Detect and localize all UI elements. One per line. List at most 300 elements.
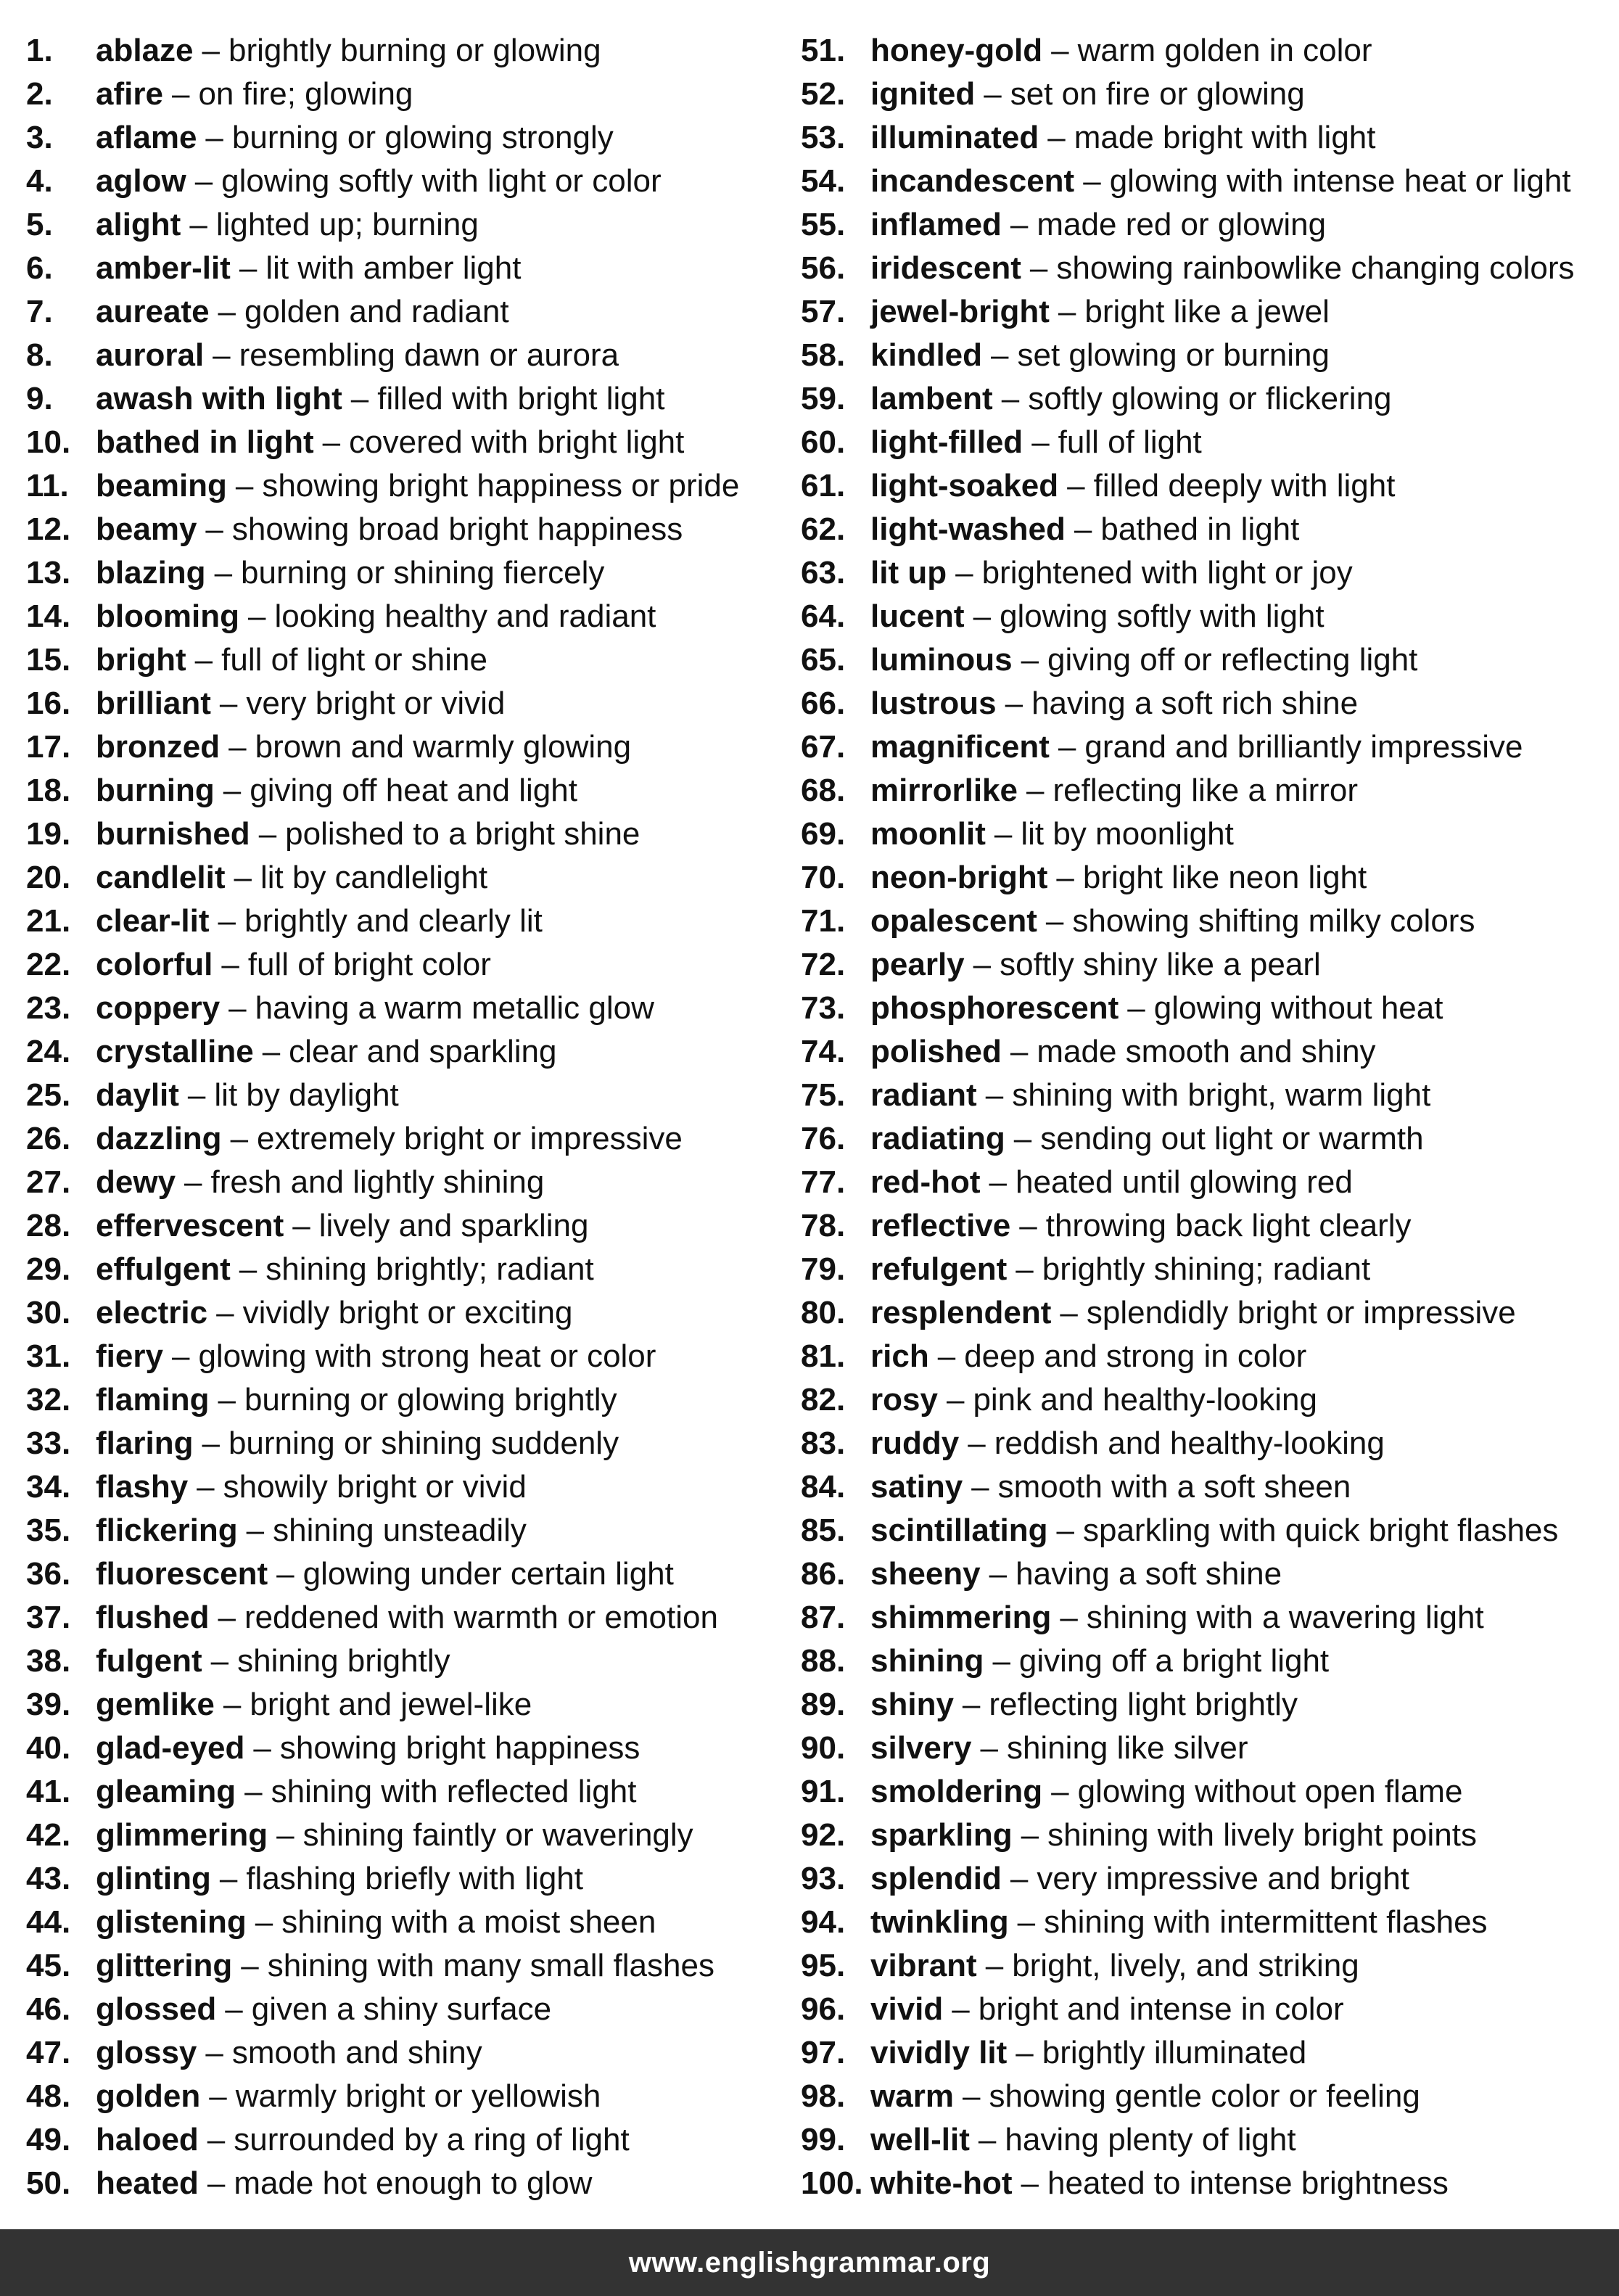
entry-term: resplendent <box>870 1295 1052 1330</box>
entry-definition: full of light or shine <box>221 642 487 678</box>
entry-separator: – <box>985 1948 1004 1983</box>
entry-definition: full of bright color <box>247 947 491 982</box>
entry-term: white-hot <box>870 2165 1013 2201</box>
entry-separator: – <box>1001 381 1020 416</box>
entry-number: 44. <box>26 1904 71 1940</box>
entry-number: 28. <box>26 1208 71 1243</box>
entry-number: 69. <box>801 816 846 852</box>
entry-definition: shining with lively bright points <box>1047 1817 1477 1853</box>
word-entry <box>26 2031 795 2075</box>
entry-number: 41. <box>26 1774 71 1809</box>
word-entry <box>26 551 795 595</box>
entry-separator: – <box>946 1382 965 1417</box>
entry-definition: shining with bright, warm light <box>1012 1077 1431 1113</box>
entry-term: electric <box>96 1295 208 1330</box>
entry-term: splendid <box>870 1861 1002 1896</box>
entry-separator: – <box>218 1382 236 1417</box>
word-entry <box>801 1683 1606 1727</box>
entry-number: 71. <box>801 903 846 939</box>
word-entry <box>801 900 1606 943</box>
entry-number: 22. <box>26 947 71 982</box>
entry-term: magnificent <box>870 729 1050 765</box>
entry-number: 10. <box>26 424 71 460</box>
entry-separator: – <box>246 1513 265 1548</box>
word-entry <box>801 1552 1606 1596</box>
entry-separator: – <box>1026 773 1045 808</box>
entry-separator: – <box>968 1425 986 1461</box>
word-entry <box>801 2031 1606 2075</box>
entry-separator: – <box>207 2122 226 2157</box>
entry-definition: very impressive and bright <box>1037 1861 1409 1896</box>
entry-number: 16. <box>26 686 71 721</box>
entry-separator: – <box>218 294 236 329</box>
entry-definition: lighted up; burning <box>215 207 479 242</box>
entry-definition: splendidly bright or impressive <box>1086 1295 1516 1330</box>
entry-term: ignited <box>870 76 976 112</box>
entry-term: flaring <box>96 1425 194 1461</box>
entry-separator: – <box>1058 729 1076 765</box>
entry-definition: brightly burning or glowing <box>228 33 601 68</box>
entry-term: clear-lit <box>96 903 210 939</box>
entry-separator: – <box>1083 163 1101 199</box>
entry-separator: – <box>202 1425 220 1461</box>
entry-separator: – <box>937 1338 956 1374</box>
entry-separator: – <box>205 2035 223 2070</box>
entry-separator: – <box>1060 1295 1078 1330</box>
entry-term: crystalline <box>96 1034 254 1069</box>
entry-definition: giving off a bright light <box>1018 1643 1330 1679</box>
word-entry <box>801 334 1606 377</box>
word-entry <box>26 1291 795 1335</box>
entry-separator: – <box>235 468 254 503</box>
entry-term: brilliant <box>96 686 211 721</box>
entry-term: auroral <box>96 337 205 373</box>
entry-definition: glowing softly with light or color <box>221 163 662 199</box>
entry-separator: – <box>1060 1600 1078 1635</box>
entry-separator: – <box>973 598 992 634</box>
word-list-column-left <box>26 29 795 2205</box>
entry-definition: glowing under certain light <box>302 1556 674 1592</box>
word-entry <box>801 29 1606 73</box>
entry-separator: – <box>1021 1817 1039 1853</box>
word-entry <box>26 2118 795 2162</box>
entry-number: 88. <box>801 1643 846 1679</box>
entry-term: ruddy <box>870 1425 960 1461</box>
word-entry <box>801 160 1606 203</box>
entry-number: 80. <box>801 1295 846 1330</box>
entry-term: rosy <box>870 1382 938 1417</box>
entry-definition: made hot enough to glow <box>234 2165 593 2201</box>
entry-definition: deep and strong in color <box>964 1338 1307 1374</box>
entry-separator: – <box>1047 120 1066 155</box>
entry-number: 11. <box>26 468 69 503</box>
word-entry <box>801 638 1606 682</box>
entry-definition: looking healthy and radiant <box>274 598 656 634</box>
entry-term: bathed in light <box>96 424 314 460</box>
word-entry <box>26 1683 795 1727</box>
entry-definition: brightened with light or joy <box>981 555 1353 591</box>
entry-definition: burning or glowing strongly <box>231 120 614 155</box>
word-entry <box>26 1727 795 1770</box>
entry-number: 96. <box>801 1991 846 2027</box>
entry-term: glinting <box>96 1861 211 1896</box>
word-entry <box>801 2162 1606 2205</box>
entry-definition: full of light <box>1058 424 1202 460</box>
entry-number: 76. <box>801 1121 846 1156</box>
entry-term: gemlike <box>96 1687 215 1722</box>
entry-number: 100. <box>801 2165 863 2201</box>
word-entry <box>801 1074 1606 1117</box>
word-entry <box>801 1639 1606 1683</box>
entry-term: warm <box>870 2078 954 2114</box>
word-entry <box>801 856 1606 900</box>
entry-term: silvery <box>870 1730 972 1766</box>
entry-term: gleaming <box>96 1774 236 1809</box>
footer-url[interactable]: www.englishgrammar.org <box>628 2246 991 2279</box>
entry-separator: – <box>984 76 1002 112</box>
entry-separator: – <box>239 250 258 286</box>
entry-separator: – <box>1021 642 1039 678</box>
entry-definition: filled deeply with light <box>1093 468 1396 503</box>
entry-number: 17. <box>26 729 71 765</box>
word-entry <box>26 1944 795 1988</box>
entry-number: 31. <box>26 1338 71 1374</box>
entry-term: amber-lit <box>96 250 231 286</box>
entry-definition: brightly shining; radiant <box>1042 1251 1371 1287</box>
entry-term: blooming <box>96 598 239 634</box>
entry-number: 74. <box>801 1034 846 1069</box>
entry-number: 93. <box>801 1861 846 1896</box>
entry-term: light-washed <box>870 511 1066 547</box>
word-entry <box>801 1596 1606 1639</box>
word-entry <box>26 116 795 160</box>
entry-term: burnished <box>96 816 250 852</box>
word-entry <box>801 290 1606 334</box>
word-entry <box>801 1422 1606 1465</box>
entry-definition: shining unsteadily <box>273 1513 527 1548</box>
word-entry <box>26 1596 795 1639</box>
entry-separator: – <box>1051 1774 1069 1809</box>
entry-number: 51. <box>801 33 846 68</box>
entry-term: coppery <box>96 990 221 1026</box>
word-entry <box>801 1727 1606 1770</box>
entry-separator: – <box>187 1077 206 1113</box>
word-entry <box>801 73 1606 116</box>
word-entry <box>801 116 1606 160</box>
entry-number: 7. <box>26 294 53 329</box>
entry-number: 15. <box>26 642 71 678</box>
word-entry <box>801 421 1606 464</box>
entry-number: 46. <box>26 1991 71 2027</box>
word-entry <box>801 2118 1606 2162</box>
entry-term: glistening <box>96 1904 247 1940</box>
entry-number: 59. <box>801 381 846 416</box>
entry-definition: shining with a wavering light <box>1086 1600 1484 1635</box>
word-entry <box>801 1901 1606 1944</box>
entry-definition: showily bright or vivid <box>223 1469 527 1505</box>
entry-number: 55. <box>801 207 846 242</box>
entry-definition: grand and brilliantly impressive <box>1084 729 1523 765</box>
entry-number: 25. <box>26 1077 71 1113</box>
entry-term: heated <box>96 2165 199 2201</box>
entry-definition: showing gentle color or feeling <box>989 2078 1420 2114</box>
entry-definition: showing bright happiness <box>279 1730 640 1766</box>
entry-definition: reflecting light brightly <box>989 1687 1298 1722</box>
entry-separator: – <box>989 1556 1008 1592</box>
entry-number: 23. <box>26 990 71 1026</box>
entry-number: 81. <box>801 1338 846 1374</box>
entry-separator: – <box>1045 903 1064 939</box>
word-entry <box>801 1509 1606 1552</box>
entry-number: 78. <box>801 1208 846 1243</box>
entry-number: 64. <box>801 598 846 634</box>
entry-number: 84. <box>801 1469 846 1505</box>
entry-definition: lit with amber light <box>265 250 522 286</box>
entry-number: 50. <box>26 2165 71 2201</box>
entry-definition: glowing with strong heat or color <box>198 1338 656 1374</box>
entry-definition: smooth with a soft sheen <box>997 1469 1351 1505</box>
entry-definition: brightly illuminated <box>1042 2035 1307 2070</box>
entry-separator: – <box>1013 1121 1032 1156</box>
entry-number: 66. <box>801 686 846 721</box>
entry-term: inflamed <box>870 207 1002 242</box>
entry-term: lustrous <box>870 686 997 721</box>
entry-term: vividly lit <box>870 2035 1008 2070</box>
entry-term: blazing <box>96 555 206 591</box>
entry-definition: lit by moonlight <box>1021 816 1234 852</box>
entry-number: 60. <box>801 424 846 460</box>
word-entry <box>26 1248 795 1291</box>
entry-number: 6. <box>26 250 53 286</box>
word-entry <box>26 464 795 508</box>
entry-number: 33. <box>26 1425 71 1461</box>
entry-number: 37. <box>26 1600 71 1635</box>
entry-definition: very bright or vivid <box>246 686 506 721</box>
entry-separator: – <box>218 903 236 939</box>
entry-definition: on fire; glowing <box>198 76 413 112</box>
entry-number: 62. <box>801 511 846 547</box>
word-entry <box>26 247 795 290</box>
entry-term: pearly <box>870 947 965 982</box>
entry-separator: – <box>952 1991 970 2027</box>
entry-term: iridescent <box>870 250 1021 286</box>
entry-definition: shining faintly or waveringly <box>302 1817 693 1853</box>
entry-separator: – <box>218 1600 236 1635</box>
word-entry <box>801 377 1606 421</box>
entry-number: 45. <box>26 1948 71 1983</box>
entry-separator: – <box>194 163 213 199</box>
entry-definition: reflecting like a mirror <box>1052 773 1359 808</box>
entry-number: 39. <box>26 1687 71 1722</box>
entry-term: twinkling <box>870 1904 1009 1940</box>
entry-term: radiating <box>870 1121 1005 1156</box>
entry-separator: – <box>1005 686 1023 721</box>
entry-separator: – <box>955 555 973 591</box>
entry-number: 83. <box>801 1425 846 1461</box>
entry-number: 3. <box>26 120 53 155</box>
entry-term: shining <box>870 1643 984 1679</box>
entry-term: burning <box>96 773 215 808</box>
entry-definition: polished to a bright shine <box>285 816 640 852</box>
word-entry <box>801 769 1606 812</box>
entry-separator: – <box>189 207 207 242</box>
entry-number: 5. <box>26 207 53 242</box>
entry-term: shimmering <box>870 1600 1052 1635</box>
word-entry <box>26 725 795 769</box>
entry-term: lucent <box>870 598 965 634</box>
entry-definition: having a soft rich shine <box>1031 686 1359 721</box>
entry-definition: shining with reflected light <box>271 1774 637 1809</box>
entry-definition: shining with many small flashes <box>267 1948 714 1983</box>
entry-separator: – <box>258 816 277 852</box>
entry-separator: – <box>194 642 213 678</box>
entry-term: vivid <box>870 1991 944 2027</box>
entry-definition: smooth and shiny <box>231 2035 482 2070</box>
entry-definition: heated to intense brightness <box>1047 2165 1449 2201</box>
word-entry <box>26 1465 795 1509</box>
entry-separator: – <box>973 947 992 982</box>
entry-number: 52. <box>801 76 846 112</box>
word-entry <box>801 1465 1606 1509</box>
entry-number: 1. <box>26 33 53 68</box>
entry-separator: – <box>1016 1251 1034 1287</box>
entry-number: 32. <box>26 1382 71 1417</box>
word-entry <box>26 1074 795 1117</box>
entry-term: colorful <box>96 947 213 982</box>
entry-separator: – <box>223 1687 242 1722</box>
entry-separator: – <box>1127 990 1145 1026</box>
entry-term: shiny <box>870 1687 954 1722</box>
entry-number: 9. <box>26 381 53 416</box>
word-entry <box>801 1944 1606 1988</box>
entry-separator: – <box>1074 511 1092 547</box>
entry-definition: clear and sparkling <box>289 1034 557 1069</box>
entry-term: vibrant <box>870 1948 977 1983</box>
entry-number: 79. <box>801 1251 846 1287</box>
entry-number: 99. <box>801 2122 846 2157</box>
entry-separator: – <box>225 1991 243 2027</box>
word-entry <box>26 1988 795 2031</box>
entry-separator: – <box>276 1556 294 1592</box>
entry-number: 38. <box>26 1643 71 1679</box>
word-entry <box>801 682 1606 725</box>
entry-separator: – <box>1021 2165 1039 2201</box>
entry-separator: – <box>1031 424 1050 460</box>
entry-definition: glowing with intense heat or light <box>1109 163 1571 199</box>
entry-separator: – <box>962 2078 981 2114</box>
word-entry <box>26 856 795 900</box>
entry-term: awash with light <box>96 381 342 416</box>
entry-definition: bright and intense in color <box>978 1991 1344 2027</box>
word-entry <box>26 1030 795 1074</box>
entry-definition: flashing briefly with light <box>246 1861 583 1896</box>
entry-separator: – <box>1056 1513 1074 1548</box>
entry-number: 24. <box>26 1034 71 1069</box>
entry-separator: – <box>1067 468 1085 503</box>
entry-term: scintillating <box>870 1513 1048 1548</box>
entry-term: flickering <box>96 1513 238 1548</box>
word-entry <box>26 203 795 247</box>
entry-term: lambent <box>870 381 993 416</box>
entry-definition: giving off heat and light <box>250 773 577 808</box>
entry-term: honey-gold <box>870 33 1043 68</box>
entry-definition: showing bright happiness or pride <box>262 468 740 503</box>
entry-definition: warm golden in color <box>1077 33 1372 68</box>
word-entry <box>801 1988 1606 2031</box>
entry-definition: burning or glowing brightly <box>244 1382 617 1417</box>
entry-definition: having plenty of light <box>1005 2122 1296 2157</box>
entry-definition: showing broad bright happiness <box>231 511 683 547</box>
entry-separator: – <box>228 729 247 765</box>
entry-separator: – <box>322 424 341 460</box>
entry-term: illuminated <box>870 120 1039 155</box>
entry-term: well-lit <box>870 2122 970 2157</box>
entry-separator: – <box>991 337 1009 373</box>
entry-term: haloed <box>96 2122 199 2157</box>
entry-term: flaming <box>96 1382 210 1417</box>
word-entry <box>801 247 1606 290</box>
entry-number: 97. <box>801 2035 846 2070</box>
entry-definition: made smooth and shiny <box>1037 1034 1376 1069</box>
word-entry <box>801 1117 1606 1161</box>
entry-number: 77. <box>801 1164 846 1200</box>
entry-separator: – <box>971 1469 989 1505</box>
entry-number: 94. <box>801 1904 846 1940</box>
entry-separator: – <box>247 598 266 634</box>
entry-number: 29. <box>26 1251 71 1287</box>
entry-definition: shining with intermittent flashes <box>1044 1904 1488 1940</box>
entry-definition: having a warm metallic glow <box>255 990 654 1026</box>
word-entry <box>801 1204 1606 1248</box>
word-entry <box>801 943 1606 987</box>
entry-separator: – <box>223 773 242 808</box>
entry-number: 58. <box>801 337 846 373</box>
entry-number: 89. <box>801 1687 846 1722</box>
entry-term: bronzed <box>96 729 221 765</box>
entry-term: fiery <box>96 1338 163 1374</box>
word-entry <box>26 1639 795 1683</box>
entry-separator: – <box>171 76 190 112</box>
entry-definition: bright and jewel-like <box>250 1687 532 1722</box>
word-entry <box>801 1814 1606 1857</box>
entry-number: 43. <box>26 1861 71 1896</box>
word-entry <box>26 377 795 421</box>
entry-separator: – <box>276 1817 294 1853</box>
word-entry <box>26 812 795 856</box>
entry-separator: – <box>234 860 252 895</box>
entry-separator: – <box>1010 1034 1029 1069</box>
word-entry <box>26 1204 795 1248</box>
entry-separator: – <box>1056 860 1074 895</box>
word-entry <box>801 1378 1606 1422</box>
entry-definition: sending out light or warmth <box>1040 1121 1424 1156</box>
entry-term: opalescent <box>870 903 1037 939</box>
entry-definition: extremely bright or impressive <box>257 1121 683 1156</box>
entry-number: 42. <box>26 1817 71 1853</box>
word-entry <box>801 1030 1606 1074</box>
entry-separator: – <box>210 1643 229 1679</box>
entry-number: 98. <box>801 2078 846 2114</box>
entry-term: smoldering <box>870 1774 1043 1809</box>
entry-term: fluorescent <box>96 1556 268 1592</box>
word-entry <box>801 1770 1606 1814</box>
entry-separator: – <box>197 1469 215 1505</box>
entry-separator: – <box>214 555 233 591</box>
entry-separator: – <box>213 337 231 373</box>
entry-term: aglow <box>96 163 186 199</box>
entry-term: light-filled <box>870 424 1023 460</box>
entry-separator: – <box>992 1643 1010 1679</box>
